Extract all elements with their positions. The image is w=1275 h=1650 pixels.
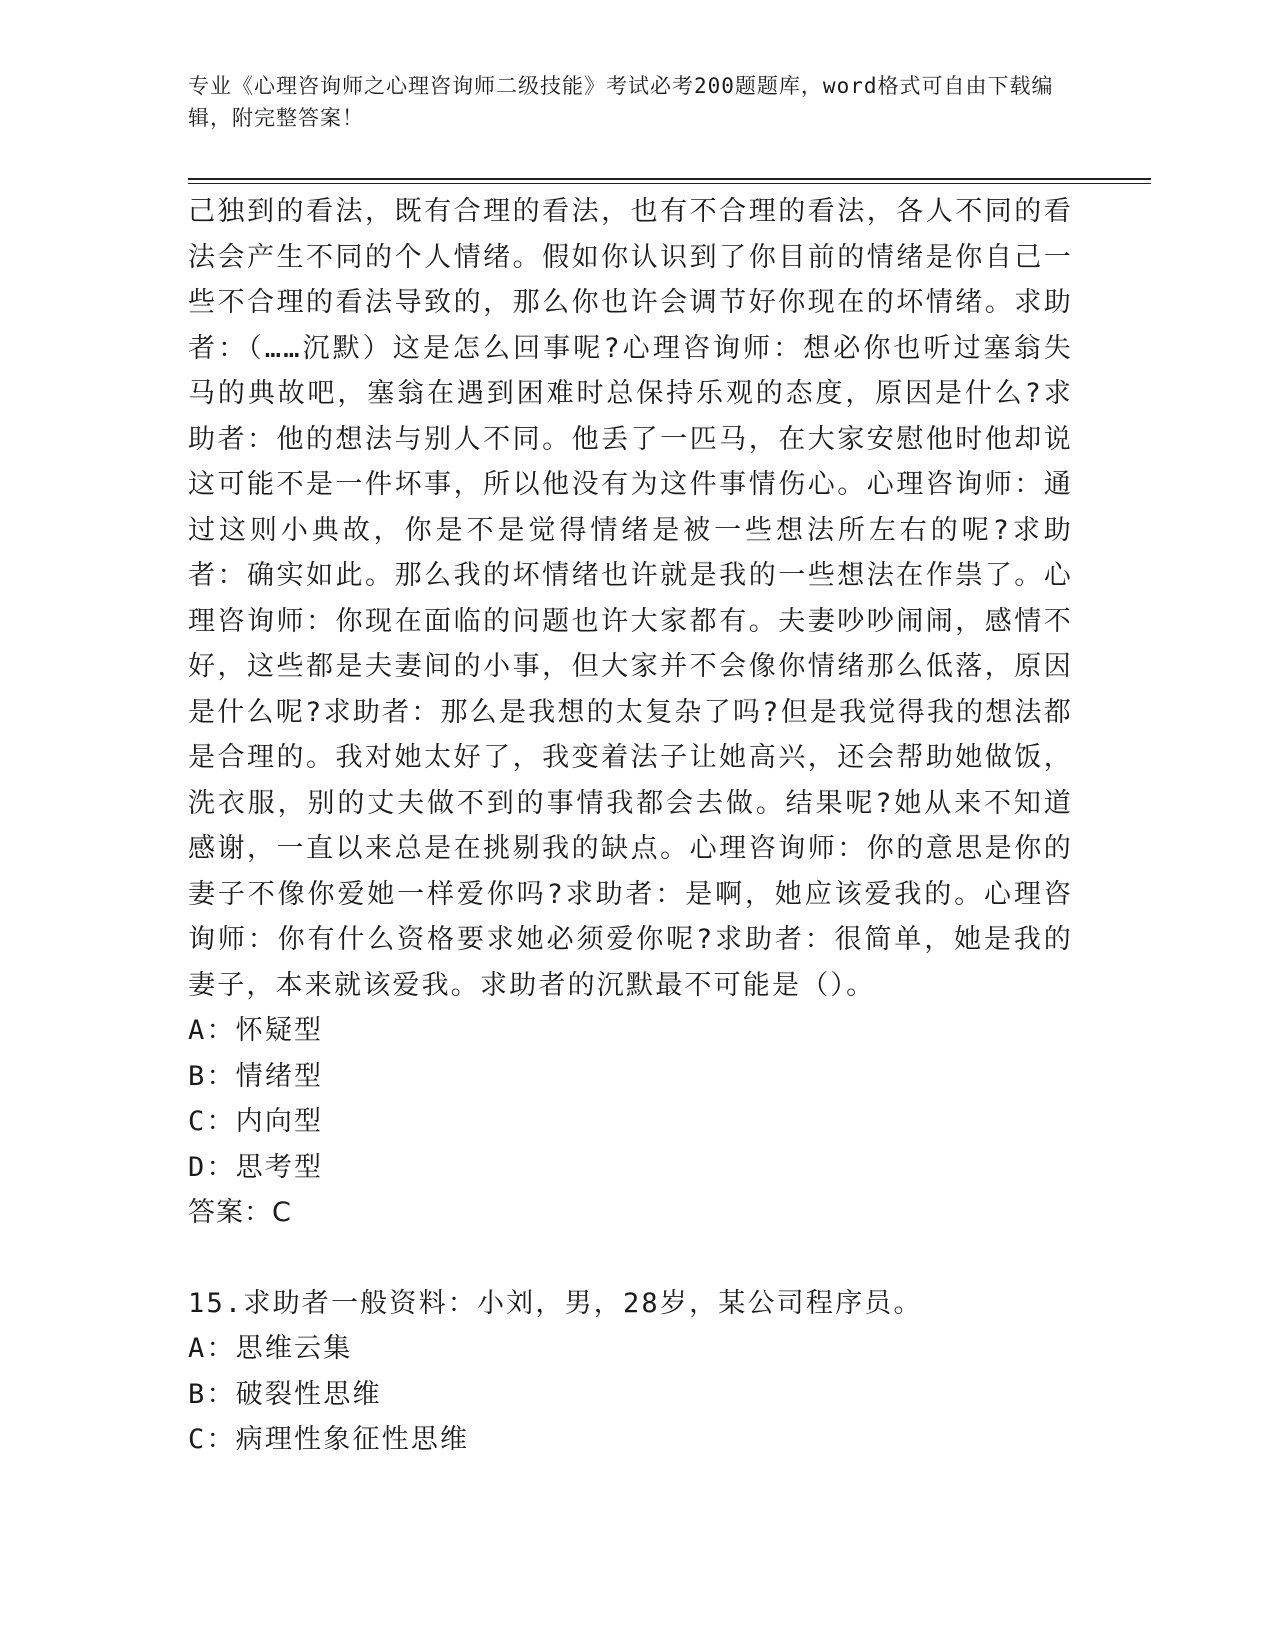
question-15-stem: 15.求助者一般资料：小刘，男，28岁，某公司程序员。 <box>188 1287 923 1319</box>
header-title: 专业《心理咨询师之心理咨询师二级技能》考试必考200题题库，word格式可自由下载编辑，附完整答案！ <box>188 74 1054 130</box>
question-15-option-b: B：破裂性思维 <box>188 1378 382 1410</box>
question-14-option-c: C：内向型 <box>188 1106 324 1137</box>
question-spacer <box>188 1236 1073 1281</box>
document-body <box>188 189 1073 1463</box>
question-14-option-d: D：思考型 <box>188 1151 324 1183</box>
question-14-option-b: B：情绪型 <box>188 1060 324 1092</box>
question-14-answer: 答案：C <box>188 1197 292 1228</box>
question-15-option-a: A：思维云集 <box>188 1333 353 1364</box>
question-14-text: 己独到的看法，既有合理的看法，也有不合理的看法，各人不同的看法会产生不同的个人情绪。假如你认识到了你目前的情绪是你自己一些不合理的看法导致的，那么你也许会调节好你现在的坏情绪。求助者：（……沉默）这是怎么回事呢?心理咨询师：想必你也听过塞翁失马的典故吧，塞翁在遇到困难时总保持乐观的态度，原因是什么?求助者：他的想法与别人不同。他丢了一匹马，在大家安慰他时他却说这可能不是一件坏事，所以他没有为这件事情伤心。心理咨询师：通过这则小典故，你是不是觉得情绪是被一些想法所左右的呢?求助者：确实如此。那么我的坏情绪也许就是我的一些想法在作祟了。心理咨询师：你现在面临的问题也许大家都有。夫妻吵吵闹闹，感情不好，这些都是夫妻间的小事，但大家并不会像你情绪那么低落，原因是什么呢?求助者：那么是我想的太复杂了吗?但是我觉得我的想法都是合理的。我对她太好了，我变着法子让她高兴，还会帮助她做饭，洗衣服，别的丈夫做不到的事情我都会去做。结果呢?她从来不知道感谢，一直以来总是在挑剔我的缺点。心理咨询师：你的意思是你的妻子不像你爱她一样爱你吗?求助者：是啊，她应该爱我的。心理咨询师：你有什么资格要求她必须爱你呢?求助者：很简单，她是我的妻子，本来就该爱我。求助者的沉默最不可能是（）。 <box>188 196 1073 1001</box>
header-divider <box>188 178 1151 184</box>
document-header <box>188 70 1068 134</box>
question-14-option-a: A：怀疑型 <box>188 1015 324 1046</box>
question-15-option-c: C：病理性象征性思维 <box>188 1424 470 1455</box>
